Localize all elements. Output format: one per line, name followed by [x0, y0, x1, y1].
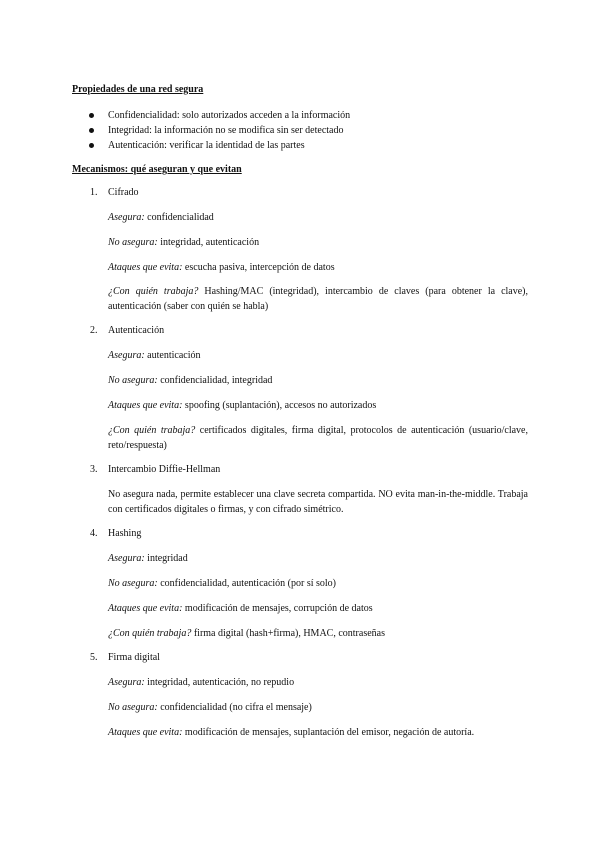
no-asegura-line: No asegura: integridad, autenticación: [108, 237, 260, 248]
list-item: [72, 123, 532, 138]
con-quien-line: ¿Con quién trabaja? Hashing/MAC (integridad), intercambio de claves (para obtener la clave), autenticación (saber con quién se habla): [108, 286, 528, 312]
asegura-line: Asegura: integridad, autenticación, no repudio: [108, 677, 295, 688]
bullet-icon: [89, 113, 94, 118]
item-number: 3.: [90, 464, 98, 475]
list-item-text: Autenticación: verificar la identidad de las partes: [108, 140, 305, 151]
ataques-line: Ataques que evita: modificación de mensajes, corrupción de datos: [108, 603, 373, 614]
list-item: [72, 108, 532, 123]
bullet-icon: [89, 143, 94, 148]
con-quien-line: ¿Con quién trabaja? firma digital (hash+firma), HMAC, contraseñas: [108, 628, 385, 639]
item-number: 5.: [90, 652, 98, 663]
item-number: 4.: [90, 528, 98, 539]
ataques-line: Ataques que evita: escucha pasiva, intercepción de datos: [108, 262, 335, 273]
item-title: Intercambio Diffie-Hellman: [108, 464, 221, 475]
bullet-icon: [89, 128, 94, 133]
asegura-line: Asegura: confidencialidad: [108, 212, 214, 223]
section-heading-mecanismos: Mecanismos: qué aseguran y que evitan: [72, 164, 242, 175]
item-title: Firma digital: [108, 652, 160, 663]
item-number: 2.: [90, 325, 98, 336]
item-title: Cifrado: [108, 187, 139, 198]
section-heading-propiedades: Propiedades de una red segura: [72, 84, 204, 95]
list-item-text: Confidencialidad: solo autorizados acceden a la información: [108, 110, 351, 121]
asegura-line: Asegura: integridad: [108, 553, 188, 564]
list-item: [72, 138, 532, 153]
con-quien-line: ¿Con quién trabaja? certificados digitales, firma digital, protocolos de autenticación (usuario/clave, reto/respuesta): [108, 425, 528, 451]
list-item-text: Integridad: la información no se modifica sin ser detectado: [108, 125, 344, 136]
item-title: Autenticación: [108, 325, 165, 336]
description-text: No asegura nada, permite establecer una clave secreta compartida. NO evita man-in-the-middle. Trabaja con certificados digitales o firmas, y con cifrado simétrico.: [108, 489, 528, 515]
ataques-line: Ataques que evita: spoofing (suplantación), accesos no autorizados: [108, 400, 377, 411]
asegura-line: Asegura: autenticación: [108, 350, 201, 361]
ataques-line: Ataques que evita: modificación de mensajes, suplantación del emisor, negación de autoría.: [108, 727, 475, 738]
no-asegura-line: No asegura: confidencialidad (no cifra el mensaje): [108, 702, 312, 713]
properties-list: [72, 108, 532, 153]
no-asegura-line: No asegura: confidencialidad, autenticación (por sí solo): [108, 578, 337, 589]
item-number: 1.: [90, 187, 98, 198]
no-asegura-line: No asegura: confidencialidad, integridad: [108, 375, 273, 386]
item-title: Hashing: [108, 528, 142, 539]
